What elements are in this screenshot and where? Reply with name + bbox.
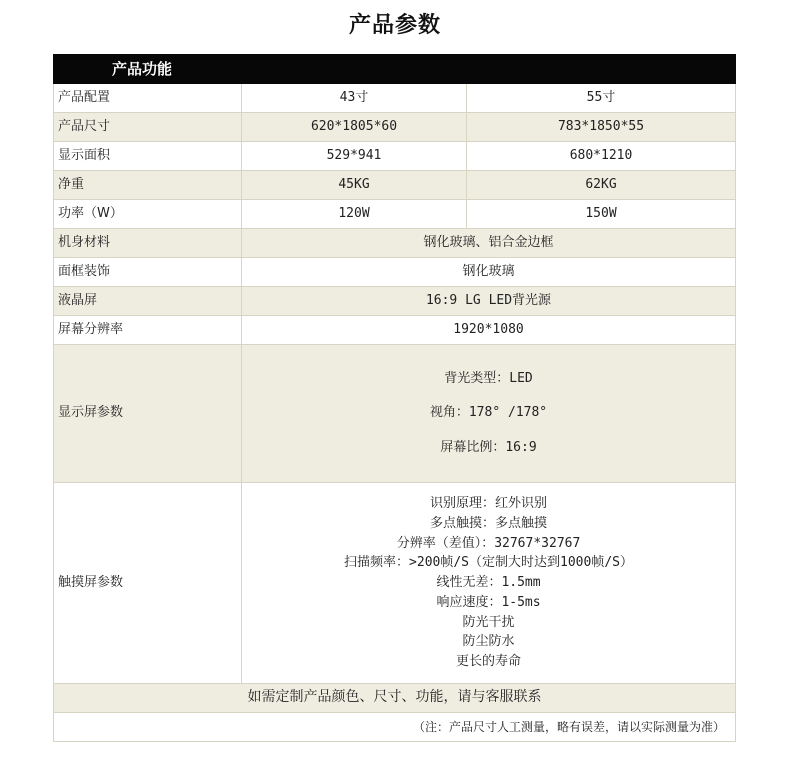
display-params-row bbox=[54, 345, 736, 483]
row-value: 1920*1080 bbox=[242, 316, 736, 345]
row-label: 触摸屏参数 bbox=[54, 483, 242, 684]
row-label: 显示屏参数 bbox=[54, 345, 242, 483]
cell-43: 620*1805*60 bbox=[242, 113, 467, 142]
row-label: 显示面积 bbox=[54, 142, 242, 171]
row-label: 液晶屏 bbox=[54, 287, 242, 316]
table-row bbox=[54, 229, 736, 258]
cell-43: 43寸 bbox=[242, 84, 467, 113]
row-value: 钢化玻璃、铝合金边框 bbox=[242, 229, 736, 258]
contact-note: 如需定制产品颜色、尺寸、功能，请与客服联系 bbox=[54, 684, 736, 713]
display-param-line: 屏幕比例：16:9 bbox=[440, 439, 537, 455]
table-row bbox=[54, 113, 736, 142]
cell-43: 45KG bbox=[242, 171, 467, 200]
touch-param-line: 分辨率（差值）：32767*32767 bbox=[396, 535, 581, 551]
touch-param-line: 响应速度：1-5ms bbox=[436, 594, 541, 610]
table-row bbox=[54, 142, 736, 171]
table-row bbox=[54, 258, 736, 287]
page-title: 产品参数 bbox=[348, 13, 441, 38]
cell-55: 55寸 bbox=[467, 84, 736, 113]
cell-55: 150W bbox=[467, 200, 736, 229]
section-header-row bbox=[54, 55, 736, 84]
table-row bbox=[54, 287, 736, 316]
row-label: 净重 bbox=[54, 171, 242, 200]
touch-param-line: 识别原理：红外识别 bbox=[430, 495, 548, 511]
cell-43: 529*941 bbox=[242, 142, 467, 171]
touch-params-cell bbox=[242, 483, 736, 684]
cell-55: 62KG bbox=[467, 171, 736, 200]
table-row bbox=[54, 316, 736, 345]
touch-params-row bbox=[54, 483, 736, 684]
row-label: 功率（W） bbox=[54, 200, 242, 229]
cell-55: 783*1850*55 bbox=[467, 113, 736, 142]
cell-55: 680*1210 bbox=[467, 142, 736, 171]
row-value: 钢化玻璃 bbox=[242, 258, 736, 287]
touch-param-line: 多点触摸：多点触摸 bbox=[430, 515, 548, 531]
touch-param-line: 防尘防水 bbox=[462, 634, 515, 650]
touch-param-line: 更长的寿命 bbox=[456, 654, 522, 670]
footnote: （注：产品尺寸人工测量，略有误差，请以实际测量为准） bbox=[54, 713, 736, 742]
row-label: 机身材料 bbox=[54, 229, 242, 258]
spec-table bbox=[53, 54, 736, 742]
display-param-line: 视角：178° /178° bbox=[429, 405, 548, 421]
touch-param-line: 扫描频率：>200帧/S（定制大时达到1000帧/S） bbox=[344, 555, 633, 571]
row-label: 屏幕分辨率 bbox=[54, 316, 242, 345]
row-label: 面框装饰 bbox=[54, 258, 242, 287]
table-row bbox=[54, 171, 736, 200]
section-header: 产品功能 bbox=[54, 55, 736, 84]
row-value: 16:9 LG LED背光源 bbox=[242, 287, 736, 316]
touch-param-line: 防光干扰 bbox=[462, 614, 515, 630]
row-label: 产品尺寸 bbox=[54, 113, 242, 142]
footnote-row bbox=[54, 713, 736, 742]
row-label: 产品配置 bbox=[54, 84, 242, 113]
touch-param-line: 线性无差：1.5mm bbox=[436, 575, 541, 591]
table-row bbox=[54, 84, 736, 113]
contact-row bbox=[54, 684, 736, 713]
display-param-line: 背光类型：LED bbox=[444, 371, 533, 387]
display-params-cell bbox=[242, 345, 736, 483]
cell-43: 120W bbox=[242, 200, 467, 229]
table-row bbox=[54, 200, 736, 229]
